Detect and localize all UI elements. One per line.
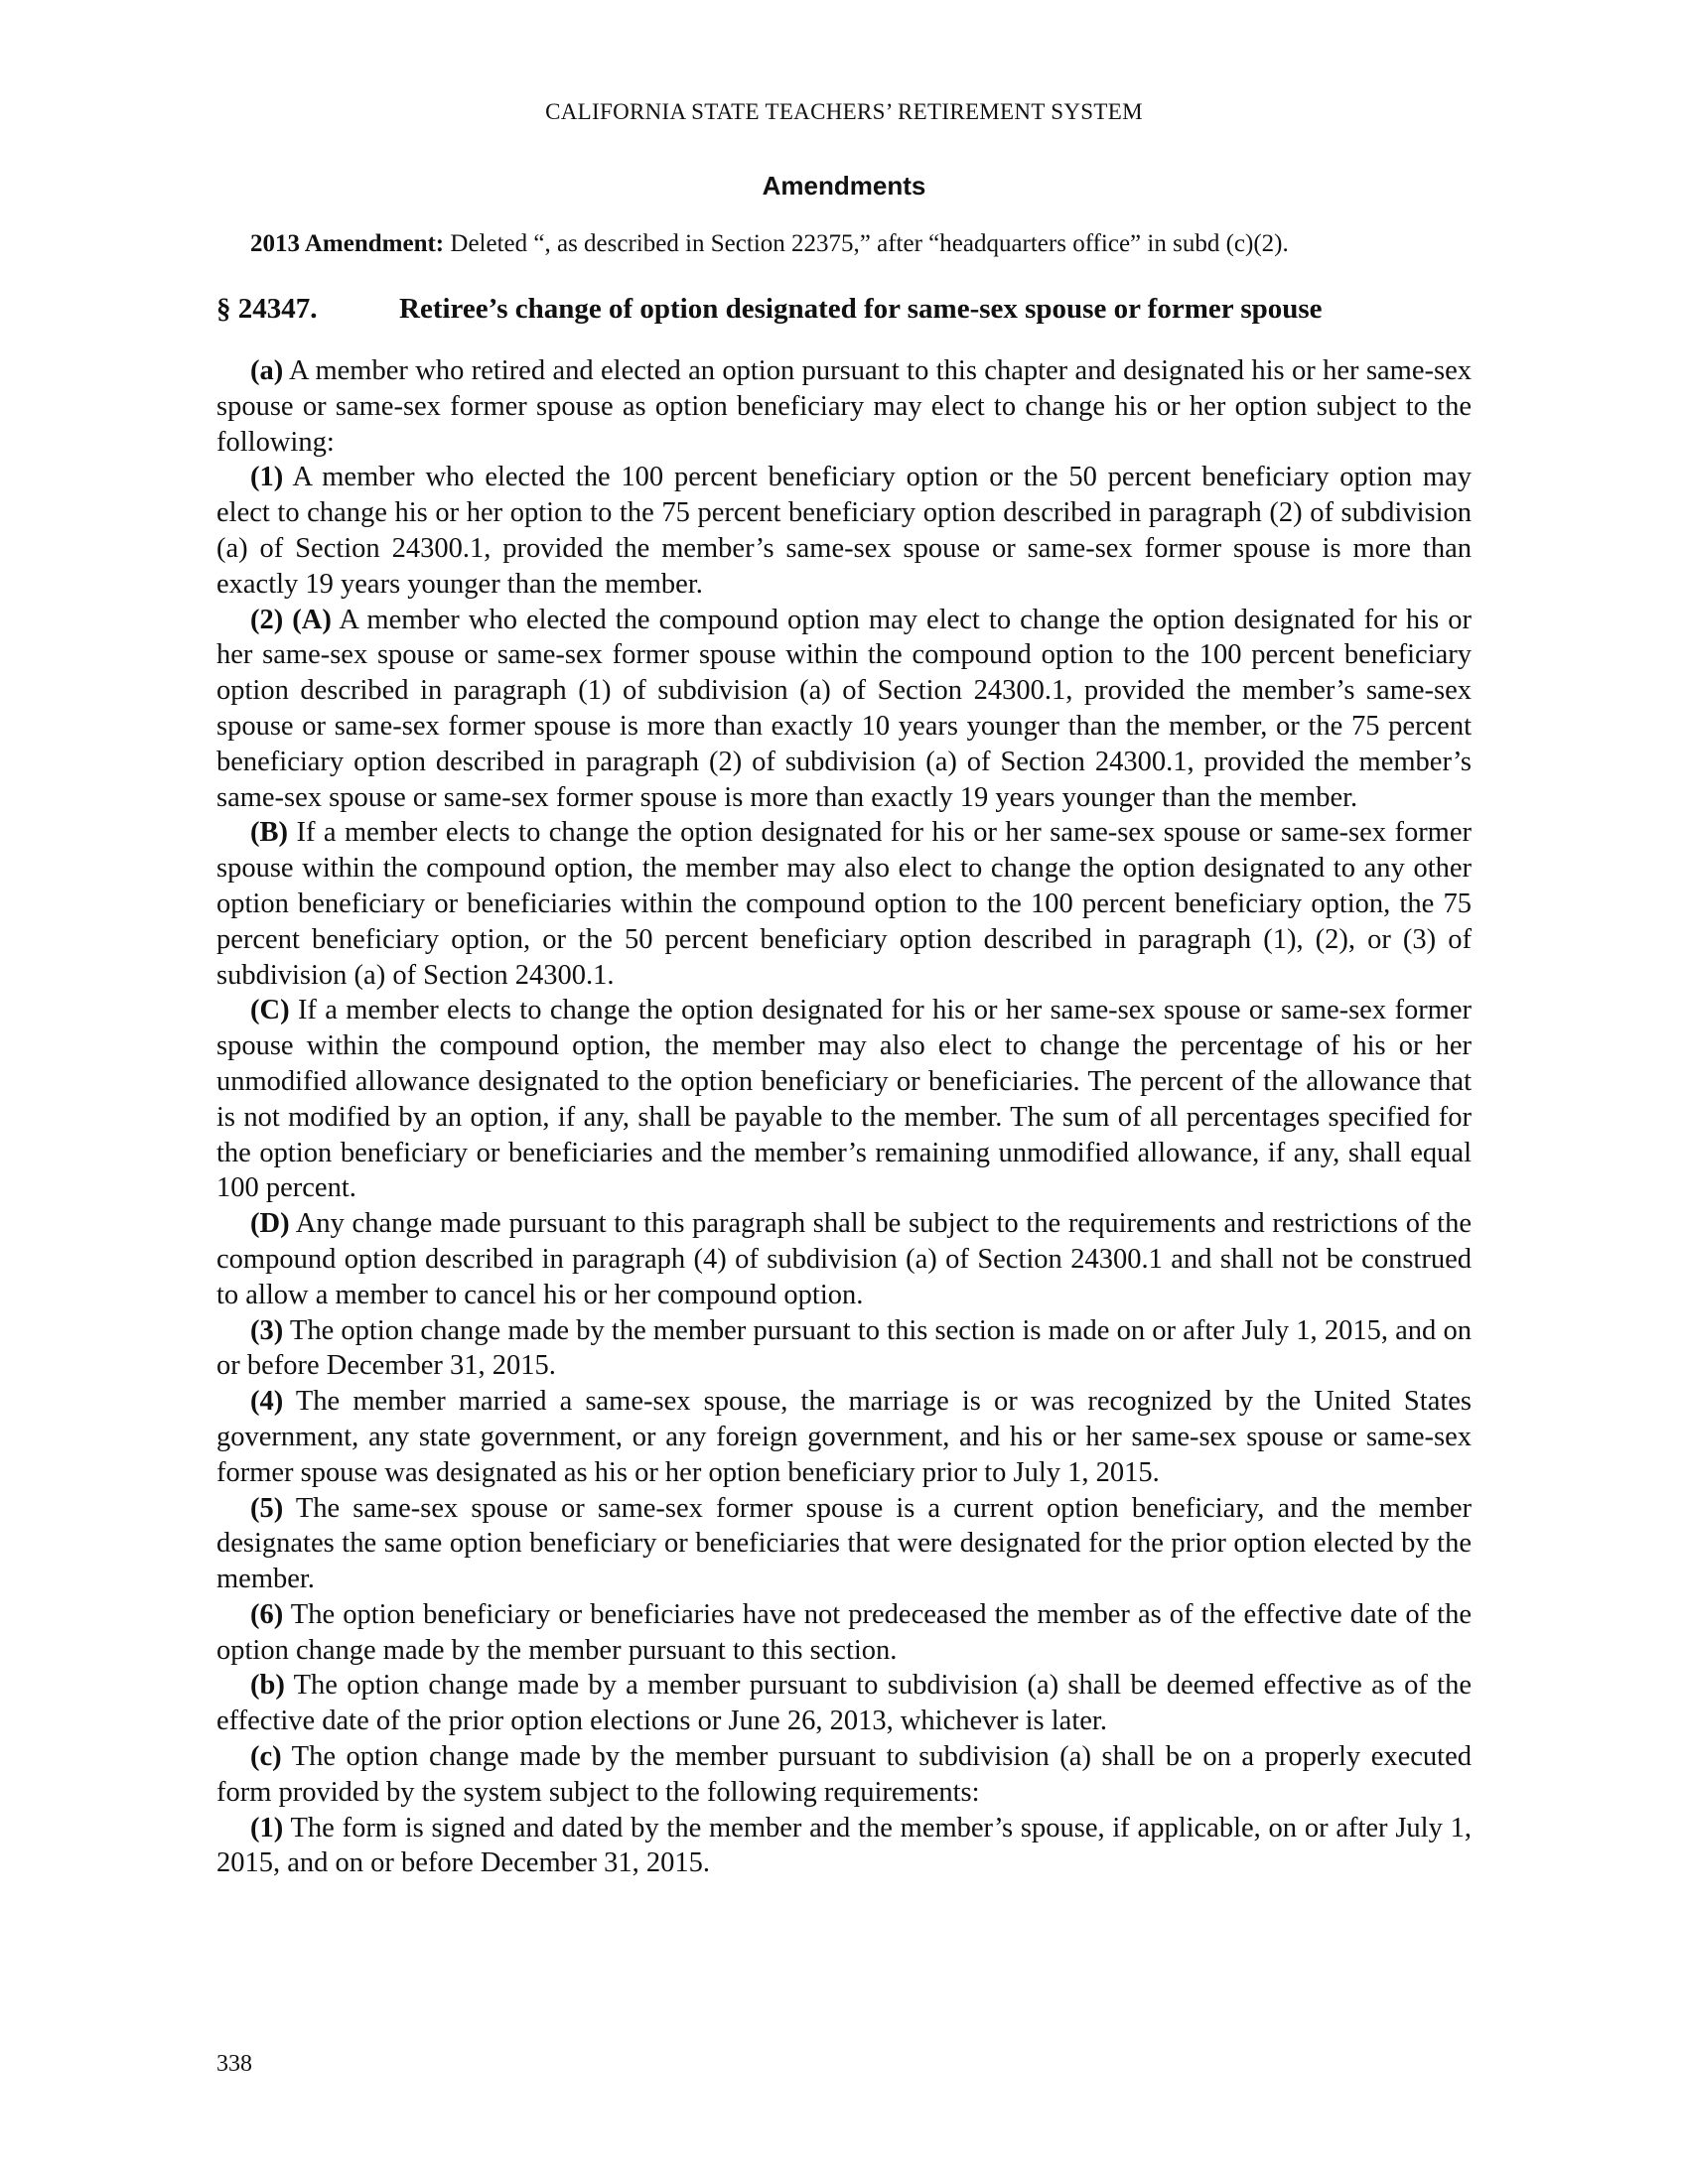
paragraph-text: The form is signed and dated by the member and the member’s spouse, if applicable, on or after July 1, 2015, and on or before December 31, 2015. [216,1812,1472,1879]
paragraph-label: (4) [250,1386,284,1418]
paragraph-a-2-B [216,815,1472,993]
paragraph-label: (5) [250,1492,284,1524]
paragraph-label: (6) [250,1598,284,1630]
paragraph-text: The option change made by a member pursuant to subdivision (a) shall be deemed effective as of the effective date of the prior option elections or June 26, 2013, whichever is later. [216,1670,1472,1737]
paragraph-a-4 [216,1384,1472,1490]
running-head: CALIFORNIA STATE TEACHERS’ RETIREMENT SYSTEM [545,99,1143,124]
paragraph-c [216,1739,1472,1811]
amendments-heading: Amendments [762,171,926,201]
paragraph-label: (D) [250,1208,290,1240]
paragraph-label: (3) [250,1314,284,1346]
paragraph-label: (b) [250,1670,285,1702]
paragraph-c-1 [216,1811,1472,1882]
paragraph-text: If a member elects to change the option designated for his or her same-sex spouse or same-sex former spouse within the compound option, the member may also elect to change the option designated to any other option beneficiary or beneficiaries within the compound option to the 100 percent beneficiary option, the 75 percent beneficiary option, or the 50 percent beneficiary option described in paragraph (1), (2), or (3) of subdivision (a) of Section 24300.1. [216,817,1472,991]
section-body [216,353,1472,1881]
paragraph-a-3 [216,1313,1472,1385]
paragraph-label: (c) [250,1741,282,1773]
paragraph-a-5 [216,1491,1472,1597]
paragraph-label: (2) (A) [250,604,332,635]
page-number: 338 [216,2051,252,2077]
paragraph-text: A member who elected the compound option may elect to change the option designated for his or her same-sex spouse or same-sex former spouse within the compound option to the 100 percent beneficiary option described in paragraph (1) of subdivision (a) of Section 24300.1, provided the member’s same-sex spouse or same-sex former spouse is more than exactly 10 years younger than the member, or the 75 percent beneficiary option described in paragraph (2) of subdivision (a) of Section 24300.1, provided the member’s same-sex spouse or same-sex former spouse is more than exactly 19 years younger than the member. [216,604,1472,813]
paragraph-a-6 [216,1597,1472,1669]
paragraph-a-2-A [216,603,1472,816]
paragraph-text: If a member elects to change the option designated for his or her same-sex spouse or same-sex former spouse within the compound option, the member may also elect to change the percentage of his or her unmodified allowance designated to the option beneficiary or beneficiaries. The percent of the allowance that is not modified by an option, if any, shall be payable to the member. The sum of all percentages specified for the option beneficiary or beneficiaries and the member’s remaining unmodified allowance, if any, shall equal 100 percent. [216,995,1472,1204]
paragraph-text: The same-sex spouse or same-sex former spouse is a current option beneficiary, and the member designates the same option beneficiary or beneficiaries that were designated for the prior option elected by the member. [216,1492,1472,1595]
amendment-label: 2013 Amendment: [250,230,445,257]
section-number: § 24347. [216,293,318,325]
paragraph-label: (B) [250,817,288,849]
paragraph-label: (C) [250,995,290,1026]
amendment-note [250,230,1472,258]
paragraph-text: A member who elected the 100 percent beneficiary option or the 50 percent beneficiary option may elect to change his or her option to the 75 percent beneficiary option described in paragraph (2) of subdivision (a) of Section 24300.1, provided the member’s same-sex spouse or same-sex former spouse is more than exactly 19 years younger than the member. [216,462,1472,600]
paragraph-text: The option beneficiary or beneficiaries have not predeceased the member as of the effective date of the option change made by the member pursuant to this section. [216,1598,1472,1666]
paragraph-text: A member who retired and elected an option pursuant to this chapter and designated his or her same-sex spouse or same-sex former spouse as option beneficiary may elect to change his or her option subject to the following: [216,355,1472,458]
section-title: Retiree’s change of option designated for same-sex spouse or former spouse [399,293,1323,325]
amendment-text: Deleted “, as described in Section 22375,” after “headquarters office” in subd (c)(2). [444,230,1289,257]
paragraph-label: (1) [250,462,284,493]
paragraph-text: The member married a same-sex spouse, the marriage is or was recognized by the United States government, any state government, or any foreign government, and his or her same-sex spouse or same-sex former spouse was designated as his or her option beneficiary prior to July 1, 2015. [216,1386,1472,1488]
section-heading [216,293,1472,326]
paragraph-label: (1) [250,1812,284,1843]
paragraph-text: Any change made pursuant to this paragraph shall be subject to the requirements and restrictions of the compound option described in paragraph (4) of subdivision (a) of Section 24300.1 and shall not be construed to allow a member to cancel his or her compound option. [216,1208,1472,1310]
paragraph-a-1 [216,460,1472,602]
paragraph-text: The option change made by the member pursuant to subdivision (a) shall be on a properly executed form provided by the system subject to the following requirements: [216,1741,1472,1808]
paragraph-label: (a) [250,355,284,386]
paragraph-b [216,1668,1472,1739]
paragraph-text: The option change made by the member pursuant to this section is made on or after July 1, 2015, and on or before December 31, 2015. [216,1314,1472,1382]
paragraph-a [216,353,1472,460]
paragraph-a-2-D [216,1206,1472,1312]
paragraph-a-2-C [216,993,1472,1206]
